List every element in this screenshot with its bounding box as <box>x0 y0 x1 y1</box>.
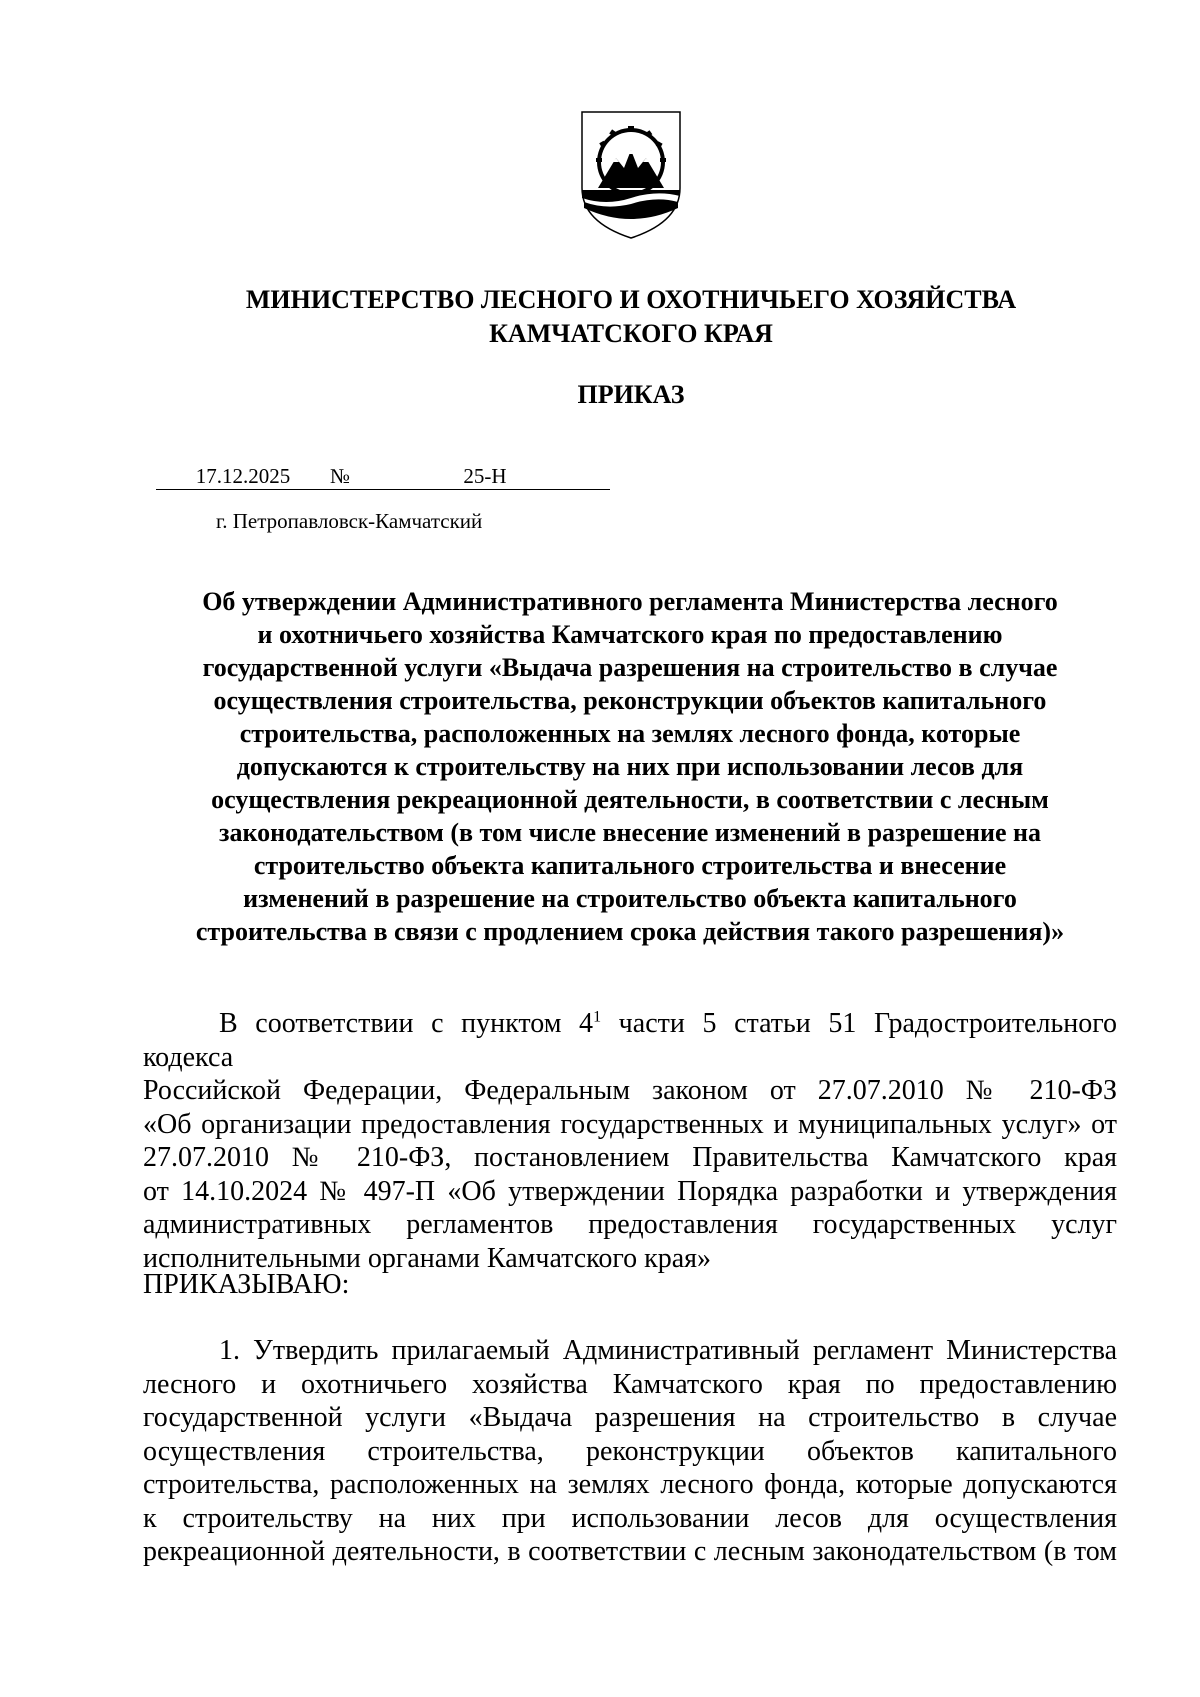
kamchatka-coat-of-arms-icon <box>576 110 686 240</box>
item-line: осуществления строительства, реконструкции объектов капитального <box>143 1435 1117 1467</box>
preamble-line: административных регламентов предоставления государственных услуг <box>143 1209 1117 1240</box>
ministry-line-2: КАМЧАТСКОГО КРАЯ <box>489 319 773 348</box>
subject-line: строительства, расположенных на землях лесного фонда, которые <box>239 719 1021 748</box>
document-subject <box>150 585 1110 948</box>
preamble-line: Российской Федерации, Федеральным законом от 27.07.2010 № 210-ФЗ <box>143 1075 1117 1106</box>
preamble-line: «Об организации предоставления государственных и муниципальных услуг» от <box>143 1108 1117 1140</box>
preamble-line: 27.07.2010 № 210-ФЗ, постановлением Правительства Камчатского края <box>143 1142 1117 1173</box>
subject-line: Об утверждении Административного регламента Министерства лесного <box>202 587 1058 616</box>
subject-line: законодательством (в том числе внесение изменений в разрешение на <box>219 818 1041 847</box>
subject-line: строительство объекта капитального строительства и внесение <box>253 851 1007 880</box>
preamble-paragraph <box>143 1007 1117 1275</box>
item-line: рекреационной деятельности, в соответствии с лесным законодательством (в том <box>143 1536 1117 1567</box>
subject-line: осуществления рекреационной деятельности, в соответствии с лесным <box>211 785 1049 814</box>
preamble-line: исполнительными органами Камчатского края» <box>143 1242 712 1274</box>
order-item-1 <box>143 1334 1117 1569</box>
document-date: 17.12.2025 <box>156 463 330 490</box>
item-line: государственной услуги «Выдача разрешения на строительство в случае <box>143 1402 1117 1433</box>
subject-line: и охотничьего хозяйства Камчатского края по предоставлению <box>257 620 1003 649</box>
subject-line: допускаются к строительству на них при использовании лесов для <box>236 752 1024 781</box>
city-of-issue: г. Петропавловск-Камчатский <box>216 509 483 533</box>
preamble-text: В соответствии с пунктом 4 <box>219 1008 594 1039</box>
item-line: 1. Утвердить прилагаемый Административный регламент Министерства <box>219 1335 1117 1366</box>
preamble-line <box>143 1007 1117 1074</box>
registration-line <box>156 463 610 490</box>
coat-of-arms-emblem <box>576 110 686 240</box>
ministry-heading <box>0 283 1200 351</box>
number-sign: № <box>330 463 360 490</box>
item-line: лесного и охотничьего хозяйства Камчатского края по предоставлению <box>143 1368 1117 1400</box>
subject-line: строительства в связи с продлением срока действия такого разрешения)» <box>195 917 1065 946</box>
preamble-line: от 14.10.2024 № 497-П «Об утверждении Порядка разработки и утверждения <box>143 1175 1117 1207</box>
order-word: ПРИКАЗЫВАЮ: <box>143 1269 350 1300</box>
subject-line: осуществления строительства, реконструкции объектов капитального <box>213 686 1047 715</box>
ministry-line-1: МИНИСТЕРСТВО ЛЕСНОГО И ОХОТНИЧЬЕГО ХОЗЯЙСТВА <box>245 285 1017 314</box>
document-type-title: ПРИКАЗ <box>577 380 685 409</box>
subject-line: государственной услуги «Выдача разрешения на строительство в случае <box>202 653 1058 682</box>
item-line: к строительству на них при использовании лесов для осуществления <box>143 1502 1117 1534</box>
document-number: 25-Н <box>360 463 610 490</box>
item-line: строительства, расположенных на землях лесного фонда, которые допускаются <box>143 1469 1117 1500</box>
subject-line: изменений в разрешение на строительство объекта капитального <box>243 884 1017 913</box>
superscript-index: 1 <box>593 1008 602 1026</box>
preamble-text: части 5 статьи 51 Градостроительного кодекса <box>143 1008 1117 1073</box>
